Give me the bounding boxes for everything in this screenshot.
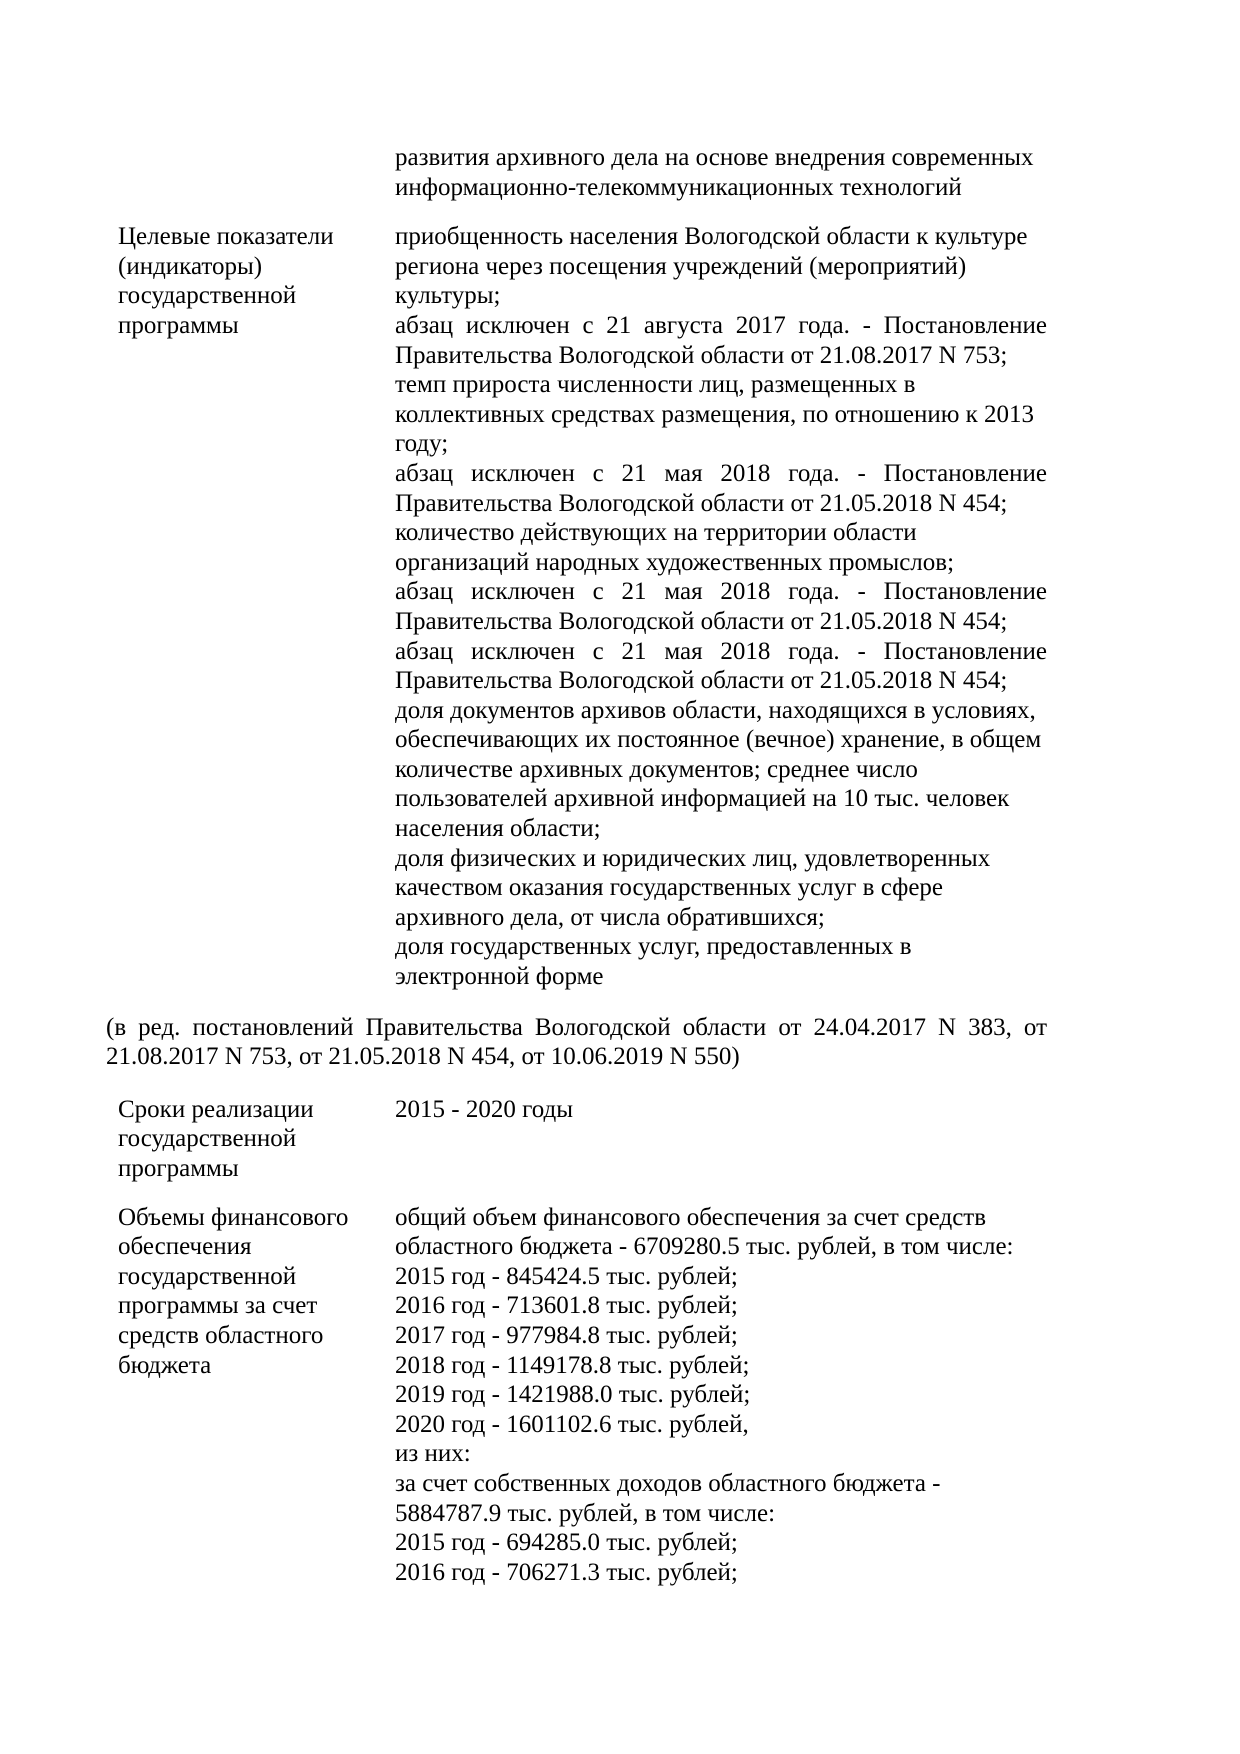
label-line: Сроки реализации — [118, 1095, 314, 1123]
value-line: абзац исключен с 21 августа 2017 года. - Постановление — [395, 311, 1047, 339]
value-line: Правительства Вологодской области от 21.05.2018 N 454; — [395, 489, 1008, 517]
value-line: количество действующих на территории области — [395, 519, 917, 547]
value-line: доля физических и юридических лиц, удовлетворенных — [395, 844, 991, 872]
value-line: электронной форме — [395, 963, 604, 991]
label-line: Целевые показатели — [118, 223, 334, 251]
value-line: приобщенность населения Вологодской области к культуре — [395, 223, 1028, 251]
text-line: 21.08.2017 N 753, от 21.05.2018 N 454, от 10.06.2019 N 550) — [106, 1043, 740, 1071]
value-line: за счет собственных доходов областного бюджета - — [395, 1469, 941, 1497]
value-line: Правительства Вологодской области от 21.08.2017 N 753; — [395, 341, 1008, 369]
label-line: обеспечения — [118, 1233, 252, 1261]
value-line: Правительства Вологодской области от 21.05.2018 N 454; — [395, 667, 1008, 695]
value-line: количестве архивных документов; среднее число — [395, 755, 918, 783]
value-line: 2015 - 2020 годы — [395, 1095, 574, 1123]
label-line: программы — [118, 311, 239, 339]
document-page — [106, 143, 1047, 1587]
value-line: абзац исключен с 21 мая 2018 года. - Постановление — [395, 459, 1047, 487]
passport-row-financing — [106, 1203, 1047, 1588]
row-label-indicators — [106, 222, 395, 340]
value-line: темп прироста численности лиц, размещенных в — [395, 371, 916, 399]
value-line: культуры; — [395, 282, 501, 310]
value-line: доля документов архивов области, находящихся в условиях, — [395, 696, 1036, 724]
value-line: пользователей архивной информацией на 10 тыс. человек — [395, 785, 1010, 813]
row-value-indicators — [395, 222, 1047, 991]
row-value-financing — [395, 1203, 1047, 1588]
row-value-period — [395, 1095, 1047, 1125]
value-line: абзац исключен с 21 мая 2018 года. - Постановление — [395, 578, 1047, 606]
value-line: качеством оказания государственных услуг в сфере — [395, 874, 944, 902]
value-line: 2018 год - 1149178.8 тыс. рублей; — [395, 1351, 750, 1379]
label-line: государственной — [118, 1125, 297, 1153]
label-line: бюджета — [118, 1351, 212, 1379]
value-line: населения области; — [395, 815, 601, 843]
text-line: развития архивного дела на основе внедрения современных — [395, 144, 1034, 171]
text-line: информационно-телекоммуникационных технологий — [395, 173, 962, 201]
label-line: государственной — [118, 282, 297, 310]
label-line: программы за счет — [118, 1292, 318, 1320]
value-line: из них: — [395, 1440, 471, 1468]
label-line: программы — [118, 1155, 239, 1182]
value-line: областного бюджета - 6709280.5 тыс. рублей, в том числе: — [395, 1233, 1014, 1261]
passport-row-period — [106, 1095, 1047, 1184]
passport-row-indicators — [106, 222, 1047, 991]
value-line: 2016 год - 706271.3 тыс. рублей; — [395, 1558, 738, 1586]
row-label-financing — [106, 1203, 395, 1381]
value-line: году; — [395, 430, 449, 458]
value-line: 2016 год - 713601.8 тыс. рублей; — [395, 1292, 738, 1320]
value-line: региона через посещения учреждений (мероприятий) — [395, 252, 967, 280]
value-line: 2017 год - 977984.8 тыс. рублей; — [395, 1321, 738, 1349]
value-line: 2019 год - 1421988.0 тыс. рублей; — [395, 1381, 751, 1409]
value-line: обеспечивающих их постоянное (вечное) хранение, в общем — [395, 726, 1042, 754]
value-line: 2020 год - 1601102.6 тыс. рублей, — [395, 1410, 749, 1438]
label-line: (индикаторы) — [118, 252, 263, 280]
label-line: государственной — [118, 1262, 297, 1290]
value-line: 2015 год - 694285.0 тыс. рублей; — [395, 1529, 738, 1557]
value-line: Правительства Вологодской области от 21.05.2018 N 454; — [395, 607, 1008, 635]
text-line: (в ред. постановлений Правительства Вологодской области от 24.04.2017 N 383, от — [106, 1013, 1047, 1041]
value-line: организаций народных художественных промыслов; — [395, 548, 955, 576]
value-line: абзац исключен с 21 мая 2018 года. - Постановление — [395, 637, 1047, 665]
value-line: доля государственных услуг, предоставленных в — [395, 933, 912, 961]
row-label-period — [106, 1095, 395, 1184]
label-line: средств областного — [118, 1321, 324, 1349]
value-line: общий объем финансового обеспечения за счет средств — [395, 1203, 987, 1231]
value-line: коллективных средствах размещения, по отношению к 2013 — [395, 400, 1035, 428]
value-line: 2015 год - 845424.5 тыс. рублей; — [395, 1262, 738, 1290]
amendment-note — [106, 1013, 1047, 1072]
intro-paragraph — [395, 143, 1047, 202]
value-line: архивного дела, от числа обратившихся; — [395, 903, 825, 931]
label-line: Объемы финансового — [118, 1203, 349, 1231]
value-line: 5884787.9 тыс. рублей, в том числе: — [395, 1499, 776, 1527]
